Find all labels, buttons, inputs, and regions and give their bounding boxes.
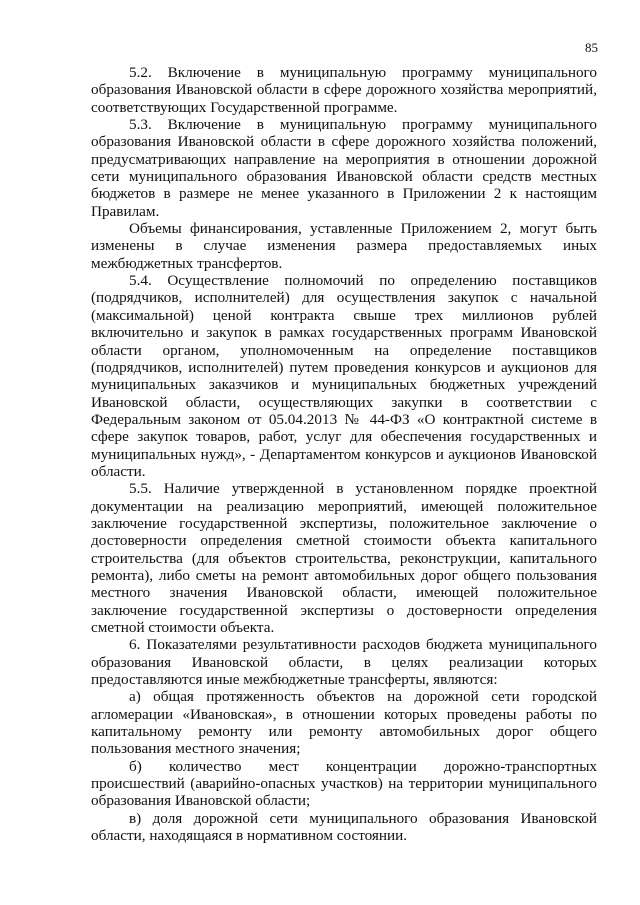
paragraph-financing-volumes: Объемы финансирования, уставленные Приложением 2, могут быть изменены в случае изменения размера предоставляемых иных межбюджетных трансфертов. — [91, 220, 597, 272]
list-item-a: а) общая протяженность объектов на дорожной сети городской агломерации «Ивановская», в отношении которых проведены работы по капитальному ремонту или ремонту автомобильных дорог общего пользования местного значения; — [91, 688, 597, 758]
list-item-b: б) количество мест концентрации дорожно-транспортных происшествий (аварийно-опасных участков) на территории муниципального образования Ивановской области; — [91, 757, 597, 810]
list-item-v: в) доля дорожной сети муниципального образования Ивановской области, находящаяся в нормативном состоянии. — [91, 809, 597, 845]
paragraph-5-2: 5.2. Включение в муниципальную программу муниципального образования Ивановской области в сфере дорожного хозяйства мероприятий, соответствующих Государственной программе. — [91, 64, 597, 116]
paragraph-5-4: 5.4. Осуществление полномочий по определению поставщиков (подрядчиков, исполнителей) для осуществления закупок с начальной (максимальной) ценой контракта свыше трех миллионов рублей включительно и закупок в рамках государственных программ Ивановской области органом, уполномоченным на определение поставщиков (подрядчиков, исполнителей) путем проведения конкурсов и аукционов для муниципальных заказчиков и муниципальных бюджетных учреждений Ивановской области, осуществляющих закупки в соответствии с Федеральным законом от 05.04.2013 № 44-ФЗ «О контрактной системе в сфере закупок товаров, работ, услуг для обеспечения государственных и муниципальных нужд», - Департаментом конкурсов и аукционов Ивановской области. — [91, 272, 597, 480]
document-body — [91, 64, 597, 844]
paragraph-5-5: 5.5. Наличие утвержденной в установленном порядке проектной документации на реализацию мероприятий, имеющей положительное заключение государственной экспертизы, положительное заключение о достоверности определения сметной стоимости объекта капитального строительства (для объектов строительства, реконструкции, капитального ремонта), либо сметы на ремонт автомобильных дорог общего пользования местного значения Ивановской области, имеющей положительное заключение государственной экспертизы о достоверности определения сметной стоимости объекта. — [91, 480, 597, 636]
page-number: 85 — [585, 40, 598, 55]
paragraph-5-3: 5.3. Включение в муниципальную программу муниципального образования Ивановской области в сфере дорожного хозяйства положений, предусматривающих направление на мероприятия в отношении дорожной сети муниципального образования Ивановской области средств местных бюджетов в размере не менее указанного в Приложении 2 к настоящим Правилам. — [91, 116, 597, 220]
paragraph-6: 6. Показателями результативности расходов бюджета муниципального образования Ивановской области, в целях реализации которых предоставляются иные межбюджетные трансферты, являются: — [91, 636, 597, 689]
